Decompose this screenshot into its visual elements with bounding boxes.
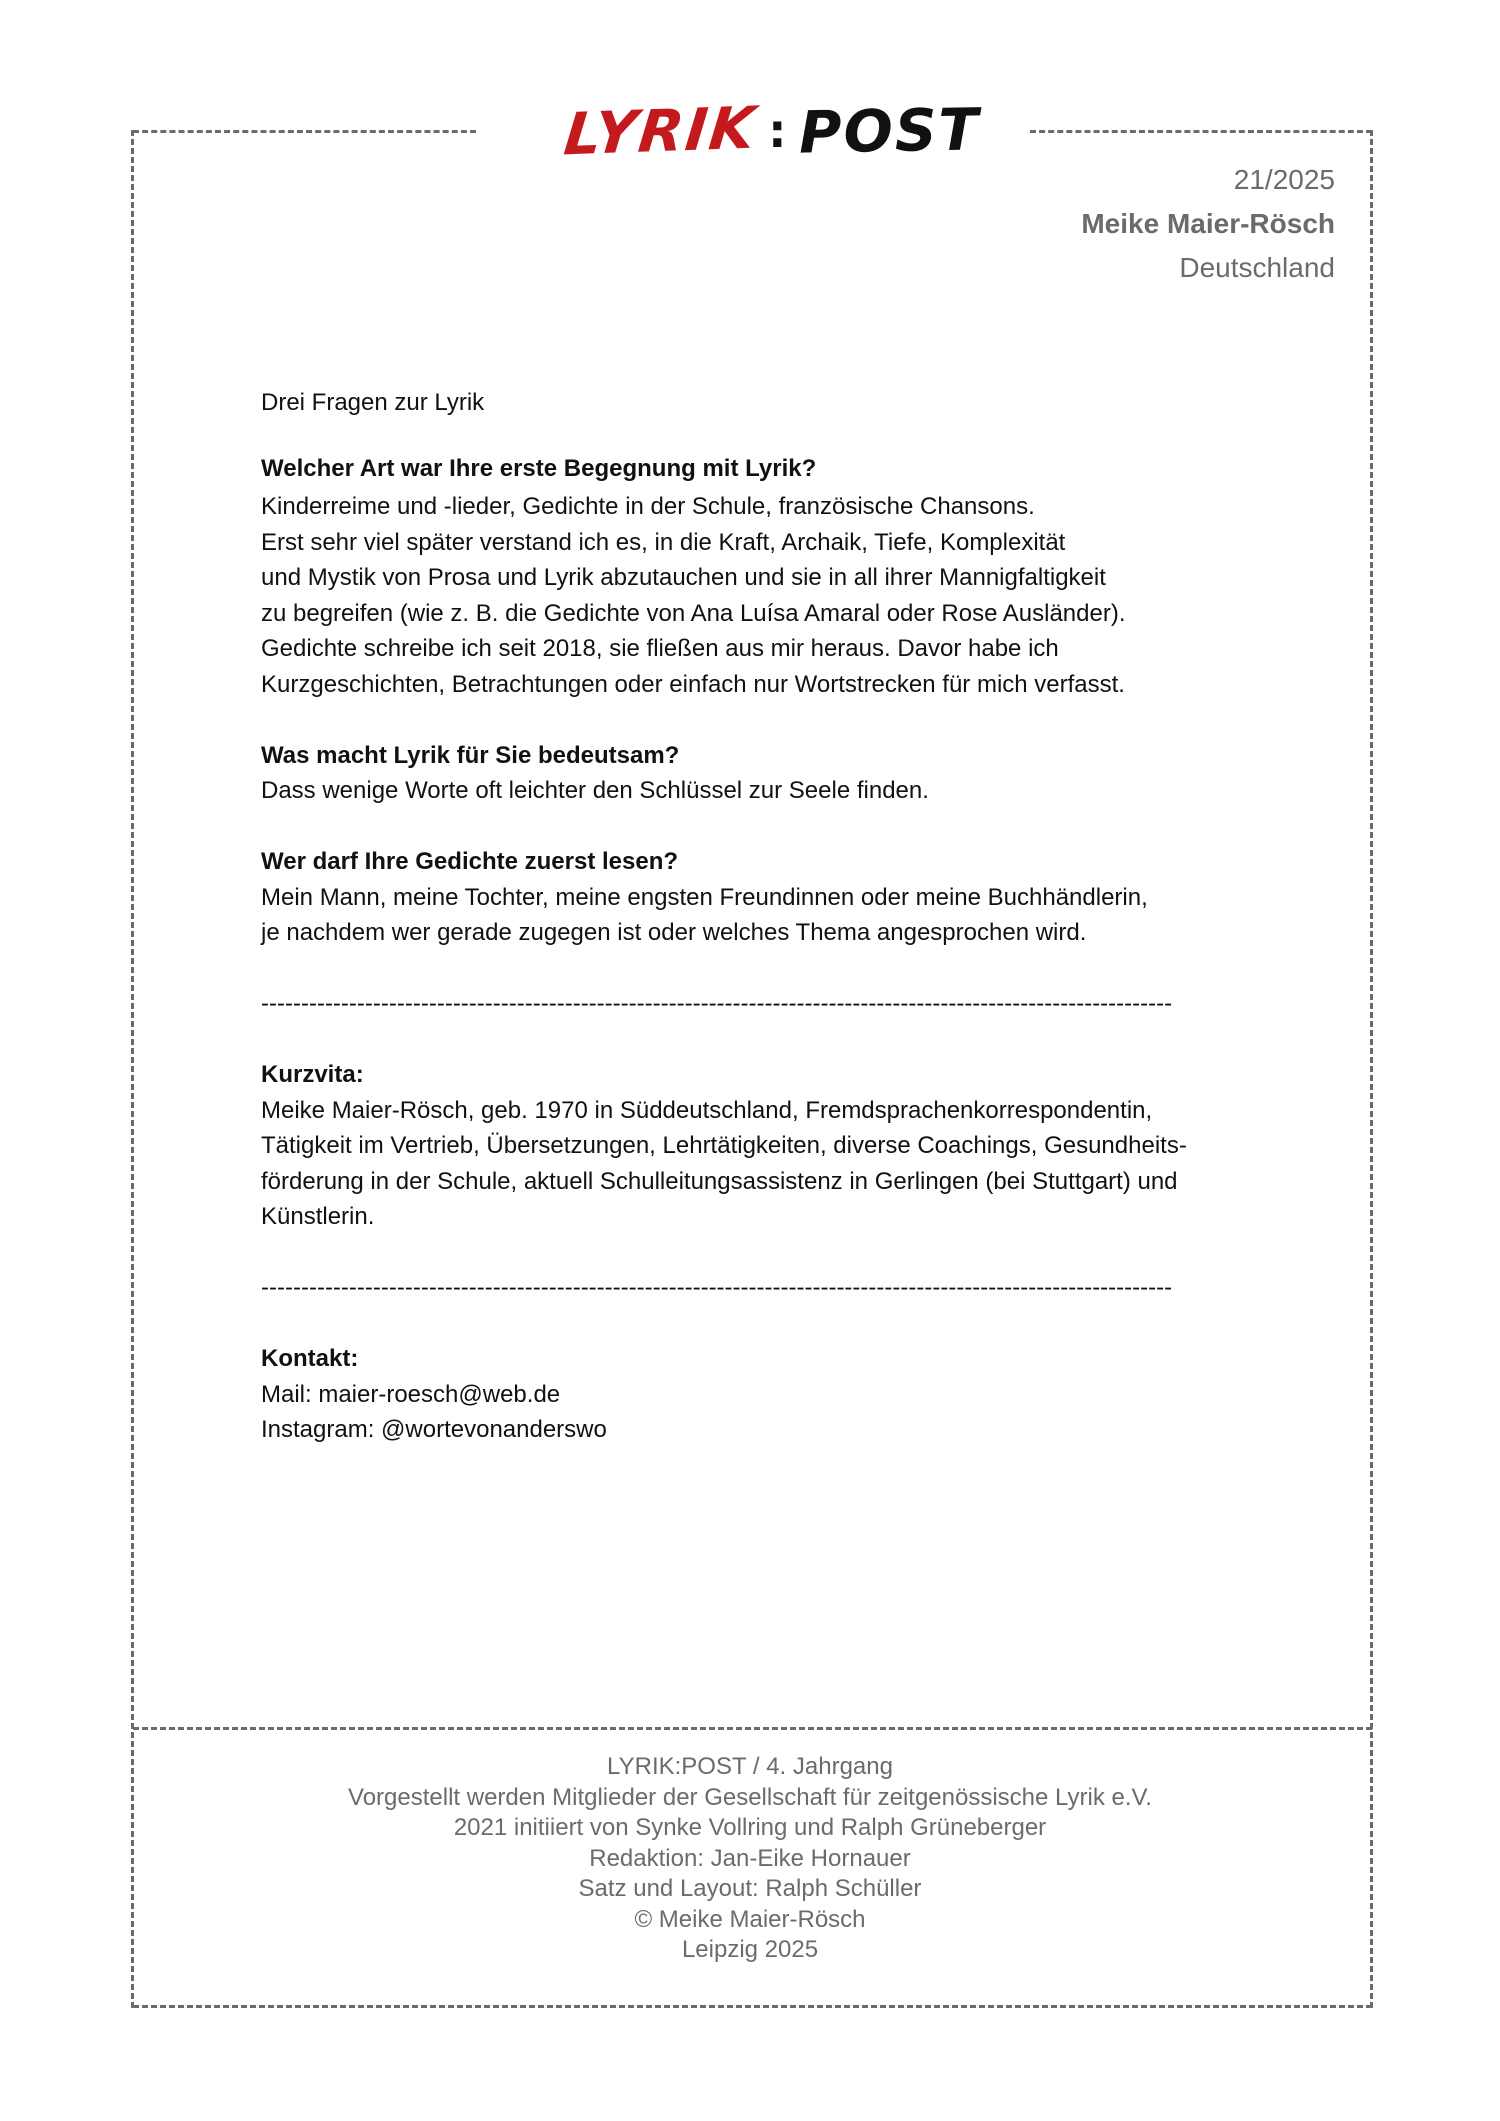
separator-line: ------------------------------------------------------------------------------------------------------------------ — [261, 990, 1173, 1017]
vita-line: Tätigkeit im Vertrieb, Übersetzungen, Lehrtätigkeiten, diverse Coachings, Gesundheits- — [261, 1132, 1187, 1159]
footer-line: © Meike Maier-Rösch — [634, 1905, 866, 1933]
footer-line: Satz und Layout: Ralph Schüller — [578, 1875, 922, 1902]
contact-heading: Kontakt: — [261, 1345, 359, 1372]
footer-line: Redaktion: Jan-Eike Hornauer — [589, 1844, 911, 1872]
answer-1-line: zu begreifen (wie z. B. die Gedichte von Ana Luísa Amaral oder Rose Ausländer). — [261, 599, 1126, 627]
question-1: Welcher Art war Ihre erste Begegnung mit Lyrik? — [261, 454, 817, 482]
contact-mail: Mail: maier-roesch@web.de — [261, 1380, 561, 1408]
frame-top-left — [133, 130, 476, 133]
section-intro: Drei Fragen zur Lyrik — [261, 389, 485, 416]
header-meta — [1081, 158, 1335, 290]
answer-1-line: Erst sehr viel später verstand ich es, in die Kraft, Archaik, Tiefe, Komplexität — [261, 528, 1066, 556]
footer — [0, 1752, 1500, 1966]
logo-lyrik: LYRIK — [561, 93, 761, 169]
vita-line: Künstlerin. — [261, 1203, 375, 1230]
footer-line: Leipzig 2025 — [681, 1936, 819, 1963]
footer-line: LYRIK:POST / 4. Jahrgang — [607, 1753, 893, 1780]
answer-3-line: Mein Mann, meine Tochter, meine engsten Freundinnen oder meine Buchhändlerin, — [261, 883, 1148, 911]
frame-divider — [133, 1727, 1372, 1730]
logo-colon: : — [768, 104, 789, 158]
logo-post: POST — [797, 95, 981, 167]
answer-2: Dass wenige Worte oft leichter den Schlüssel zur Seele finden. — [261, 777, 929, 804]
frame-bottom — [133, 2005, 1372, 2008]
author-country: Deutschland — [1179, 252, 1335, 283]
question-3: Wer darf Ihre Gedichte zuerst lesen? — [261, 848, 679, 875]
author-name: Meike Maier-Rösch — [1081, 208, 1335, 239]
vita-line: förderung in der Schule, aktuell Schulleitungsassistenz in Gerlingen (bei Stuttgart) und — [261, 1167, 1178, 1195]
footer-line: Vorgestellt werden Mitglieder der Gesellschaft für zeitgenössische Lyrik e.V. — [348, 1783, 1152, 1811]
answer-1-line: Gedichte schreibe ich seit 2018, sie fließen aus mir heraus. Davor habe ich — [261, 635, 1059, 662]
answer-1-line: und Mystik von Prosa und Lyrik abzutauchen und sie in all ihrer Mannigfaltigkeit — [261, 564, 1106, 591]
answer-3-line: je nachdem wer gerade zugegen ist oder welches Thema angesprochen wird. — [261, 919, 1087, 946]
frame-top-right — [1030, 130, 1372, 133]
issue-number: 21/2025 — [1233, 164, 1335, 195]
answer-1-line: Kinderreime und -lieder, Gedichte in der Schule, französische Chansons. — [261, 493, 1035, 520]
lyrik-post-logo — [561, 93, 981, 169]
contact-instagram: Instagram: @wortevonanderswo — [261, 1416, 607, 1443]
question-2: Was macht Lyrik für Sie bedeutsam? — [261, 741, 680, 769]
vita-heading: Kurzvita: — [261, 1061, 364, 1088]
vita-line: Meike Maier-Rösch, geb. 1970 in Süddeutschland, Fremdsprachenkorrespondentin, — [261, 1096, 1153, 1124]
main-content — [261, 385, 1261, 1448]
separator-line: ------------------------------------------------------------------------------------------------------------------ — [261, 1274, 1173, 1301]
answer-1-line: Kurzgeschichten, Betrachtungen oder einfach nur Wortstrecken für mich verfasst. — [261, 670, 1125, 698]
footer-line: 2021 initiiert von Synke Vollring und Ralph Grüneberger — [453, 1814, 1047, 1841]
